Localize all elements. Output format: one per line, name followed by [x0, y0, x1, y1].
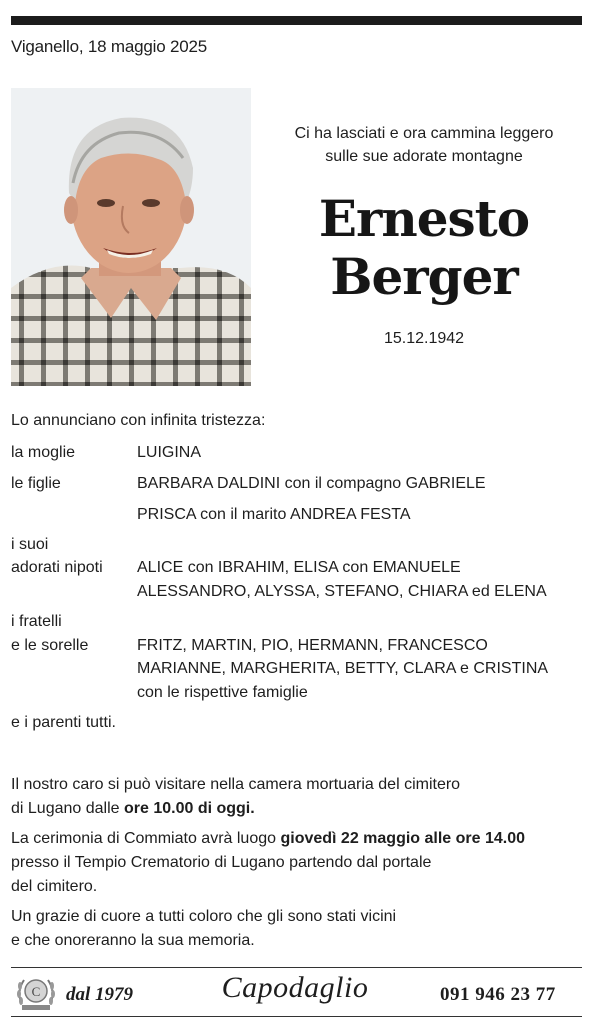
epitaph-line: Ci ha lasciati e ora cammina leggero — [294, 125, 554, 142]
siblings-label: i fratelli — [11, 613, 62, 630]
wife-name: LUIGINA — [137, 444, 202, 461]
epitaph-line: sulle sue adorate montagne — [325, 148, 523, 165]
thanks-line: e che onoreranno la sua memoria. — [11, 932, 255, 949]
grandchildren-entry: ALESSANDRO, ALYSSA, STEFANO, CHIARA ed ELENA — [137, 583, 547, 600]
siblings-entry: MARIANNE, MARGHERITA, BETTY, CLARA e CRISTINA — [137, 660, 549, 677]
ceremony-line: del cimitero. — [11, 878, 98, 895]
last-name: Berger — [330, 247, 518, 306]
daughter-entry: BARBARA DALDINI con il compagno GABRIELE — [137, 475, 486, 492]
footer-divider — [11, 967, 582, 968]
visit-text: di Lugano dalle — [11, 800, 124, 817]
ceremony-line: presso il Tempio Crematorio di Lugano partendo dal portale — [11, 854, 432, 871]
thanks-line: Un grazie di cuore a tutti coloro che gli sono stati vicini — [11, 908, 397, 925]
announcement: Lo annunciano con infinita tristezza: — [11, 412, 266, 429]
portrait-photo — [11, 88, 251, 386]
epitaph — [266, 122, 582, 168]
siblings-label: e le sorelle — [11, 637, 89, 654]
siblings-entry: con le rispettive famiglie — [137, 684, 308, 701]
top-border — [11, 16, 582, 25]
daughter-entry: PRISCA con il marito ANDREA FESTA — [137, 506, 411, 523]
place-date: Viganello, 18 maggio 2025 — [11, 37, 208, 56]
first-name: Ernesto — [318, 189, 530, 248]
visit-line — [11, 797, 589, 821]
grandchildren-label: i suoi — [11, 536, 49, 553]
visit-time: ore 10.00 di oggi. — [123, 800, 255, 817]
laurel-emblem-icon — [14, 974, 58, 1012]
daughters-label: le figlie — [11, 475, 61, 492]
phone-number: 091 946 23 77 — [440, 984, 556, 1005]
deceased-name — [266, 190, 582, 306]
grandchildren-entry: ALICE con IBRAHIM, ELISA con EMANUELE — [137, 559, 461, 576]
birth-date: 15.12.1942 — [383, 330, 465, 347]
since-year: dal 1979 — [66, 984, 134, 1005]
ceremony-text: La cerimonia di Commiato avrà luogo — [11, 830, 281, 847]
emblem-letter: C — [31, 984, 41, 999]
visit-line: Il nostro caro si può visitare nella camera mortuaria del cimitero — [11, 776, 461, 793]
ceremony-line — [11, 827, 589, 851]
footer-bottom-line — [11, 1016, 582, 1017]
funeral-home-name: Capodaglio — [221, 971, 369, 1004]
siblings-entry: FRITZ, MARTIN, PIO, HERMANN, FRANCESCO — [137, 637, 488, 654]
wife-label: la moglie — [11, 444, 76, 461]
grandchildren-label: adorati nipoti — [11, 559, 103, 576]
ceremony-datetime: giovedì 22 maggio alle ore 14.00 — [280, 830, 526, 847]
relatives-line: e i parenti tutti. — [11, 714, 116, 731]
